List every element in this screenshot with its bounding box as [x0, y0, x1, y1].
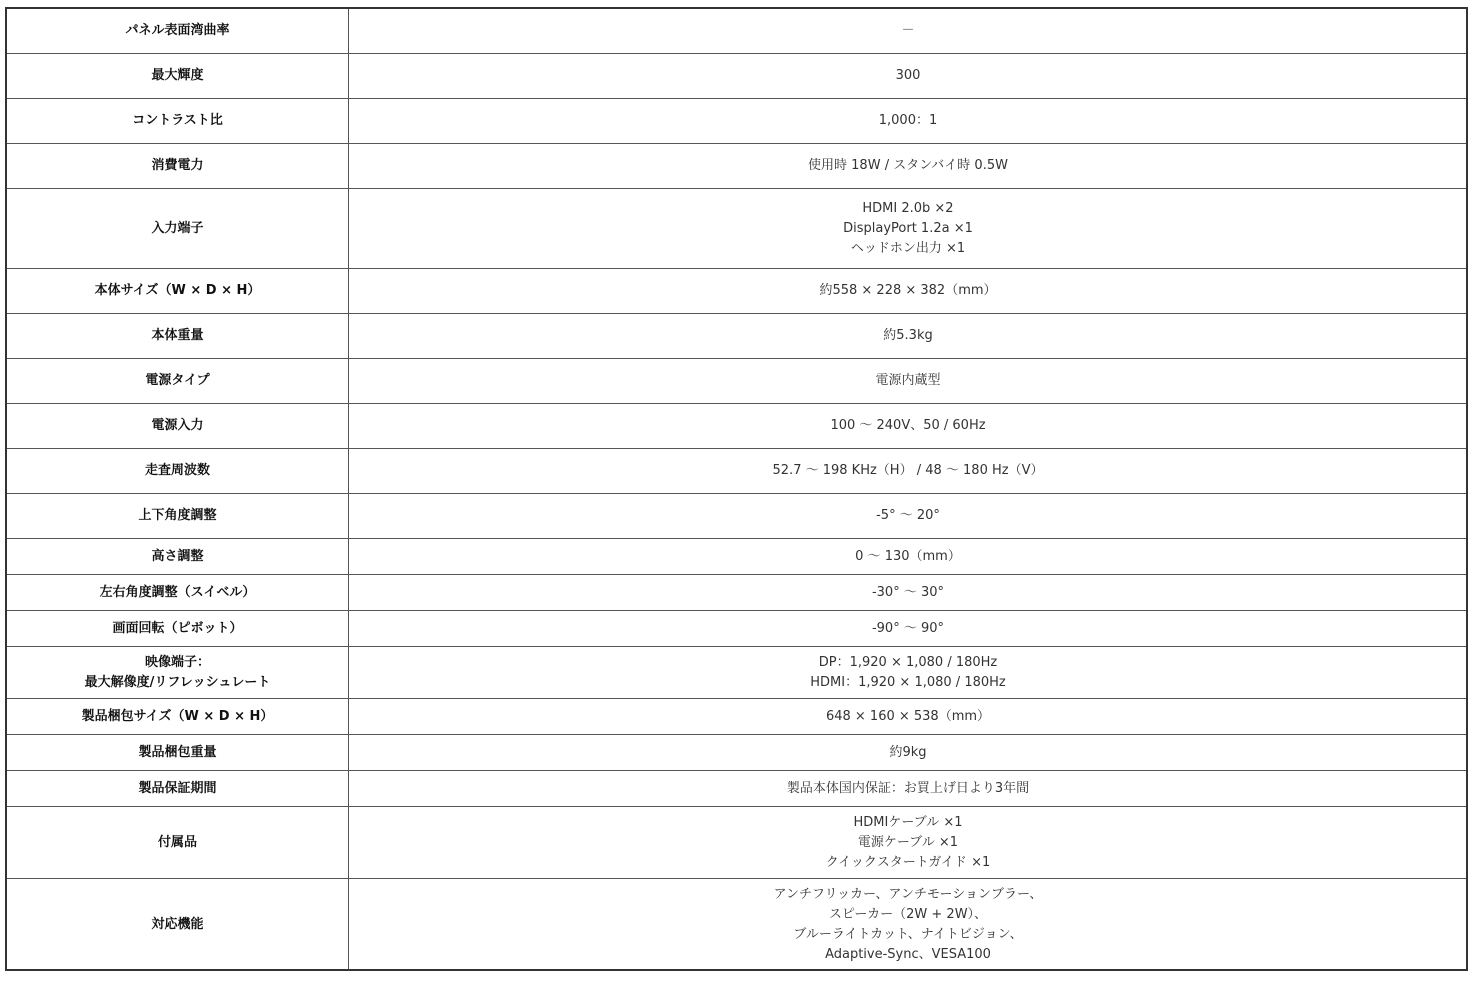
spec-value-cell	[349, 647, 1468, 699]
spec-value-cell	[349, 735, 1468, 771]
spec-label: 製品梱包重量	[138, 744, 217, 760]
spec-row	[7, 539, 1468, 575]
spec-value-cell	[349, 144, 1468, 189]
spec-label: 電源入力	[151, 418, 204, 433]
spec-label-cell	[7, 359, 349, 404]
spec-value: -90° ～ 90°	[871, 620, 945, 636]
spec-label: 消費電力	[151, 158, 204, 173]
spec-row	[7, 314, 1468, 359]
spec-value: 100 ～ 240V、50 / 60Hz	[830, 418, 986, 433]
spec-label: 画面回転（ピボット）	[112, 620, 243, 636]
spec-label: 対応機能	[151, 916, 204, 932]
spec-row	[7, 879, 1468, 971]
spec-value-cell	[349, 771, 1468, 807]
spec-label-cell	[7, 189, 349, 269]
spec-value: HDMIケーブル ×1	[853, 814, 963, 830]
spec-value: 電源ケーブル ×1	[857, 834, 959, 850]
spec-value-cell	[349, 9, 1468, 54]
spec-label: コントラスト比	[132, 113, 223, 128]
spec-label: 最大輝度	[151, 68, 204, 83]
spec-value-cell	[349, 449, 1468, 494]
spec-label: パネル表面湾曲率	[125, 23, 230, 38]
spec-value: 製品本体国内保証：お買上げ日より3年間	[786, 780, 1030, 796]
spec-value: -5° ～ 20°	[876, 508, 940, 523]
spec-row	[7, 404, 1468, 449]
spec-row	[7, 449, 1468, 494]
spec-value-cell	[349, 54, 1468, 99]
spec-table	[6, 8, 1468, 971]
spec-label: 最大解像度/リフレッシュレート	[84, 674, 271, 690]
spec-value: HDMI 2.0b ×2	[862, 200, 954, 216]
spec-label: 走査周波数	[144, 463, 210, 478]
spec-row	[7, 189, 1468, 269]
spec-row	[7, 269, 1468, 314]
spec-label-cell	[7, 144, 349, 189]
spec-row	[7, 494, 1468, 539]
spec-value-cell	[349, 879, 1468, 971]
spec-value: スピーカー（2W + 2W）、	[828, 906, 988, 922]
spec-row	[7, 144, 1468, 189]
spec-value: HDMI：1,920 × 1,080 / 180Hz	[810, 674, 1006, 690]
spec-row	[7, 575, 1468, 611]
spec-value: 52.7 ～ 198 KHz（H） / 48 ～ 180 Hz（V）	[772, 463, 1044, 478]
spec-label-cell	[7, 99, 349, 144]
spec-label-cell	[7, 494, 349, 539]
spec-value: DP：1,920 × 1,080 / 180Hz	[818, 654, 998, 670]
spec-row	[7, 771, 1468, 807]
spec-value: －	[901, 23, 915, 38]
spec-label: 付属品	[157, 834, 197, 850]
spec-value: アンチフリッカー、アンチモーションブラー、	[773, 886, 1043, 902]
spec-row	[7, 54, 1468, 99]
spec-value: 648 × 160 × 538（mm）	[825, 708, 991, 724]
spec-label: 製品梱包サイズ（W × D × H）	[81, 708, 274, 724]
spec-label-cell	[7, 449, 349, 494]
spec-row	[7, 735, 1468, 771]
spec-label-cell	[7, 699, 349, 735]
spec-value-cell	[349, 611, 1468, 647]
spec-label: 電源タイプ	[145, 373, 210, 388]
spec-value-cell	[349, 359, 1468, 404]
spec-value-cell	[349, 99, 1468, 144]
spec-value: -30° ～ 30°	[871, 584, 945, 600]
spec-value: 約5.3kg	[883, 328, 933, 343]
spec-label-cell	[7, 54, 349, 99]
spec-label-cell	[7, 9, 349, 54]
spec-value-cell	[349, 269, 1468, 314]
spec-row	[7, 359, 1468, 404]
spec-label: 本体重量	[151, 328, 204, 343]
spec-value: ブルーライトカット、ナイトビジョン、	[793, 926, 1023, 942]
spec-label: 本体サイズ（W × D × H）	[94, 283, 261, 298]
spec-label-cell	[7, 611, 349, 647]
spec-value: 使用時 18W / スタンバイ時 0.5W	[808, 158, 1008, 173]
spec-label-cell	[7, 314, 349, 359]
spec-value-cell	[349, 189, 1468, 269]
spec-label-cell	[7, 735, 349, 771]
spec-label: 上下角度調整	[138, 508, 217, 523]
spec-row	[7, 9, 1468, 54]
spec-value: 電源内蔵型	[875, 373, 941, 388]
spec-row	[7, 807, 1468, 879]
spec-row	[7, 699, 1468, 735]
spec-value-cell	[349, 539, 1468, 575]
spec-label-cell	[7, 404, 349, 449]
spec-value: 1,000：1	[878, 113, 938, 128]
spec-label-cell	[7, 647, 349, 699]
spec-label-cell	[7, 807, 349, 879]
spec-table-body	[7, 9, 1468, 971]
spec-value: DisplayPort 1.2a ×1	[843, 220, 973, 236]
spec-label: 左右角度調整（スイベル）	[99, 584, 256, 600]
spec-value-cell	[349, 807, 1468, 879]
spec-value: ヘッドホン出力 ×1	[850, 240, 966, 256]
spec-row	[7, 647, 1468, 699]
spec-row	[7, 611, 1468, 647]
spec-value-cell	[349, 404, 1468, 449]
spec-value: クイックスタートガイド ×1	[825, 854, 991, 870]
spec-label-cell	[7, 539, 349, 575]
spec-label-cell	[7, 879, 349, 971]
spec-value-cell	[349, 314, 1468, 359]
spec-value: 約9kg	[889, 744, 927, 760]
spec-value-cell	[349, 494, 1468, 539]
spec-label-cell	[7, 771, 349, 807]
spec-value: 300	[895, 68, 921, 83]
spec-label: 映像端子：	[144, 654, 210, 670]
spec-value: Adaptive-Sync、VESA100	[825, 946, 991, 962]
spec-value: 0 ～ 130（mm）	[855, 548, 961, 564]
spec-label: 製品保証期間	[138, 780, 217, 796]
spec-value-cell	[349, 699, 1468, 735]
spec-label: 高さ調整	[151, 548, 204, 564]
spec-row	[7, 99, 1468, 144]
spec-label-cell	[7, 575, 349, 611]
spec-label: 入力端子	[151, 220, 204, 236]
spec-value: 約558 × 228 × 382（mm）	[819, 283, 997, 298]
spec-label-cell	[7, 269, 349, 314]
spec-value-cell	[349, 575, 1468, 611]
